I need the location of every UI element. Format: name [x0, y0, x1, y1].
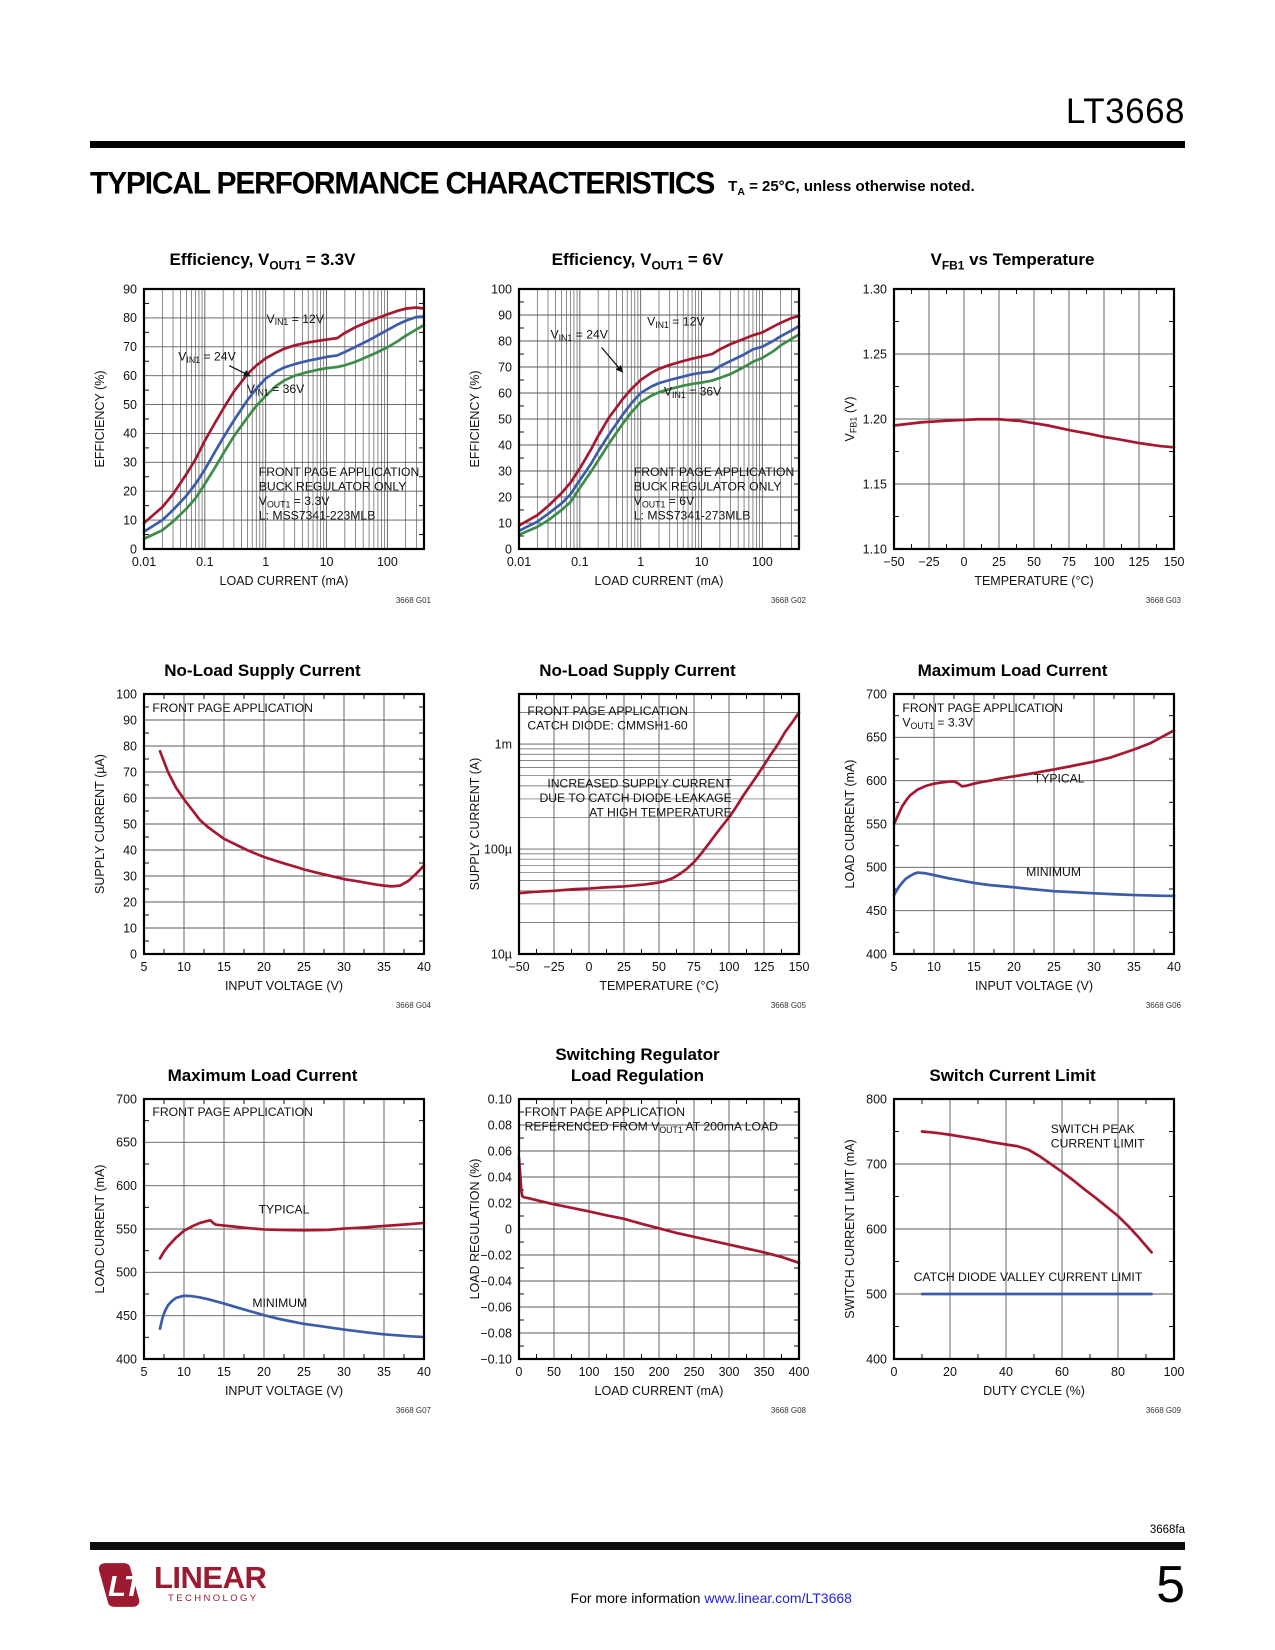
svg-text:25: 25 [992, 555, 1006, 569]
svg-text:10: 10 [498, 516, 512, 531]
svg-text:10: 10 [694, 555, 709, 569]
chart-cell-3 [840, 230, 1185, 609]
svg-text:0.01: 0.01 [131, 555, 157, 569]
svg-text:25: 25 [1047, 960, 1061, 974]
svg-text:20: 20 [257, 960, 271, 974]
chart-cell-7 [90, 1040, 435, 1419]
svg-text:1.15: 1.15 [862, 477, 887, 492]
chart-plot-6 [840, 684, 1185, 1014]
chart-annotation: CURRENT LIMIT [1050, 1136, 1145, 1151]
svg-text:100: 100 [751, 555, 773, 569]
svg-text:0.08: 0.08 [487, 1118, 512, 1133]
svg-text:60: 60 [498, 386, 512, 401]
svg-text:600: 600 [866, 1222, 887, 1237]
svg-text:20: 20 [1007, 960, 1021, 974]
chart-title: Maximum Load Current [167, 1066, 358, 1085]
chart-annotation: FRONT PAGE APPLICATION [633, 465, 795, 480]
svg-text:30: 30 [337, 1365, 351, 1379]
svg-text:VFB1 (V): $V_{FB1}$ (V) [843, 396, 859, 442]
svg-text:300: 300 [718, 1365, 740, 1379]
svg-text:25: 25 [297, 960, 311, 974]
svg-text:10µ: 10µ [490, 947, 512, 962]
svg-text:450: 450 [116, 1308, 137, 1323]
chart-plot-3 [840, 279, 1185, 609]
svg-text:35: 35 [1127, 960, 1141, 974]
svg-text:35: 35 [377, 1365, 391, 1379]
svg-text:1: 1 [262, 555, 270, 569]
chart-plot-8 [465, 1089, 810, 1419]
svg-text:EFFICIENCY (%): EFFICIENCY (%) [468, 370, 482, 468]
svg-text:0: 0 [130, 947, 137, 962]
svg-text:SUPPLY CURRENT (A): SUPPLY CURRENT (A) [468, 757, 482, 891]
logo-wordmark: LINEAR [154, 1560, 267, 1595]
series-label: VIN1 = 12V [647, 314, 705, 330]
svg-text:100: 100 [376, 555, 398, 569]
series-label: VIN1 = 12V [266, 311, 324, 328]
chart-annotation: VOUT1 = 3.3V [258, 494, 330, 510]
svg-text:100: 100 [718, 960, 740, 974]
section-header [90, 168, 1185, 202]
svg-text:30: 30 [498, 464, 512, 479]
svg-text:10: 10 [927, 960, 941, 974]
svg-text:20: 20 [123, 895, 137, 910]
svg-text:0: 0 [130, 542, 137, 557]
section-title: TYPICAL PERFORMANCE CHARACTERISTICS [90, 166, 715, 201]
svg-text:100: 100 [578, 1365, 600, 1379]
svg-text:100: 100 [491, 282, 512, 297]
svg-text:70: 70 [498, 360, 512, 375]
chart-title: No-Load Supply Current [164, 661, 361, 680]
svg-text:0: 0 [890, 1365, 898, 1379]
svg-text:0.1: 0.1 [196, 555, 214, 569]
svg-text:35: 35 [377, 960, 391, 974]
svg-text:0.04: 0.04 [487, 1170, 512, 1185]
svg-text:450: 450 [866, 903, 887, 918]
chart-cell-6 [840, 635, 1185, 1014]
chart-cell-5 [465, 635, 810, 1014]
svg-text:INPUT VOLTAGE (V): INPUT VOLTAGE (V) [224, 1384, 344, 1398]
chart-annotation: VOUT1 = 3.3V [902, 715, 973, 732]
chart-cell-2 [465, 230, 810, 609]
footer-info-link[interactable]: www.linear.com/LT3668 [704, 1590, 852, 1606]
svg-text:LOAD CURRENT (mA): LOAD CURRENT (mA) [93, 1164, 107, 1294]
svg-text:50: 50 [652, 960, 666, 974]
svg-text:1.10: 1.10 [862, 542, 887, 557]
svg-text:−50: −50 [508, 960, 530, 974]
chart-cell-1 [90, 230, 435, 609]
svg-text:500: 500 [116, 1265, 137, 1280]
svg-text:−0.02: −0.02 [480, 1248, 512, 1263]
svg-text:40: 40 [417, 960, 431, 974]
svg-text:−0.04: −0.04 [480, 1274, 512, 1289]
svg-text:1: 1 [637, 555, 645, 569]
svg-text:650: 650 [866, 730, 887, 745]
svg-text:0.01: 0.01 [506, 555, 532, 569]
svg-text:1.20: 1.20 [862, 412, 887, 427]
chart-title: Efficiency, $V_{OUT1} = 3.3V$ [169, 249, 356, 272]
chart-annotation: L: MSS7341-273MLB [633, 508, 751, 523]
series-label: MINIMUM [252, 1296, 308, 1310]
svg-text:650: 650 [116, 1135, 137, 1150]
chart-annotation: CATCH DIODE: CMMSH1-60 [527, 718, 688, 733]
svg-text:0.06: 0.06 [487, 1144, 512, 1159]
svg-text:1.30: 1.30 [862, 282, 887, 297]
svg-text:20: 20 [257, 1365, 271, 1379]
svg-text:150: 150 [1163, 555, 1185, 569]
svg-text:60: 60 [123, 791, 137, 806]
svg-text:700: 700 [866, 1157, 887, 1172]
svg-text:60: 60 [123, 368, 137, 383]
svg-text:80: 80 [1111, 1365, 1125, 1379]
series-label: VIN1 = 24V [178, 349, 236, 365]
svg-text:0.02: 0.02 [487, 1196, 512, 1211]
chart-annotation: BUCK REGULATOR ONLY [258, 479, 407, 494]
chart-annotation: L: MSS7341-223MLB [258, 508, 376, 523]
svg-text:−25: −25 [543, 960, 565, 974]
chart-annotation: INCREASED SUPPLY CURRENT [547, 776, 732, 791]
chart-plot-1 [90, 279, 435, 609]
svg-text:−0.08: −0.08 [480, 1326, 512, 1341]
svg-text:10: 10 [177, 1365, 191, 1379]
chart-title: Maximum Load Current [917, 661, 1108, 680]
svg-text:70: 70 [123, 765, 137, 780]
svg-text:0: 0 [505, 542, 512, 557]
svg-text:0: 0 [960, 555, 968, 569]
chart-plot-7 [90, 1089, 435, 1419]
plot-code: 3668 G05 [770, 1001, 806, 1010]
chart-annotation: FRONT PAGE APPLICATION [258, 465, 420, 480]
series-label: MINIMUM [1026, 865, 1082, 879]
chart-plot-9 [840, 1089, 1185, 1419]
chart-cell-8 [465, 1040, 810, 1419]
svg-text:75: 75 [687, 960, 701, 974]
svg-text:0.1: 0.1 [571, 555, 589, 569]
plot-code: 3668 G07 [395, 1406, 431, 1415]
svg-text:25: 25 [297, 1365, 311, 1379]
footer-rule [90, 1542, 1185, 1550]
svg-text:0: 0 [585, 960, 593, 974]
svg-text:400: 400 [866, 947, 887, 962]
svg-text:25: 25 [617, 960, 631, 974]
svg-text:TEMPERATURE (°C): TEMPERATURE (°C) [974, 574, 1094, 588]
svg-text:90: 90 [498, 308, 512, 323]
series-label: VIN1 = 36V [246, 382, 305, 398]
svg-text:80: 80 [123, 311, 137, 326]
header-rule [90, 141, 1185, 148]
chart-plot-5 [465, 684, 810, 1014]
svg-text:50: 50 [123, 817, 137, 832]
svg-text:40: 40 [999, 1365, 1013, 1379]
doc-code: 3668fa [1149, 1524, 1185, 1536]
svg-text:100: 100 [116, 687, 137, 702]
chart-annotation: FRONT PAGE APPLICATION [152, 1104, 313, 1119]
svg-text:20: 20 [943, 1365, 957, 1379]
plot-code: 3668 G08 [770, 1406, 806, 1415]
chart-cell-4 [90, 635, 435, 1014]
svg-text:40: 40 [1167, 960, 1181, 974]
svg-text:90: 90 [123, 282, 137, 297]
chart-plot-2 [465, 279, 810, 609]
svg-text:350: 350 [753, 1365, 775, 1379]
svg-text:30: 30 [123, 869, 137, 884]
svg-text:15: 15 [967, 960, 981, 974]
svg-text:1.25: 1.25 [862, 347, 887, 362]
svg-text:400: 400 [788, 1365, 810, 1379]
svg-text:150: 150 [788, 960, 810, 974]
svg-text:70: 70 [123, 340, 137, 355]
svg-text:10: 10 [123, 513, 137, 528]
svg-text:80: 80 [498, 334, 512, 349]
svg-text:100: 100 [1093, 555, 1115, 569]
svg-text:TEMPERATURE (°C): TEMPERATURE (°C) [599, 979, 719, 993]
page-footer [90, 1524, 1185, 1612]
plot-code: 3668 G02 [770, 596, 806, 605]
svg-text:5: 5 [140, 1365, 148, 1379]
svg-text:500: 500 [866, 860, 887, 875]
series-label: TYPICAL [1033, 771, 1085, 786]
page-number: 5 [1156, 1556, 1185, 1614]
charts-grid [90, 230, 1185, 1445]
chart-annotation: FRONT PAGE APPLICATION [152, 701, 313, 716]
chart-annotation: DUE TO CATCH DIODE LEAKAGE [539, 791, 732, 806]
svg-text:DUTY CYCLE (%): DUTY CYCLE (%) [983, 1384, 1085, 1398]
svg-text:40: 40 [498, 438, 512, 453]
lt-logo-mark-icon [90, 1558, 150, 1612]
svg-text:−0.06: −0.06 [480, 1300, 512, 1315]
part-number: LT3668 [1065, 92, 1185, 131]
footer-info [266, 1590, 1156, 1606]
svg-text:700: 700 [866, 687, 887, 702]
svg-text:75: 75 [1062, 555, 1076, 569]
svg-text:LOAD CURRENT (mA): LOAD CURRENT (mA) [594, 1384, 724, 1398]
chart-annotation: FRONT PAGE APPLICATION [902, 701, 1063, 716]
svg-text:800: 800 [866, 1092, 887, 1107]
svg-text:250: 250 [683, 1365, 705, 1379]
chart-annotation: FRONT PAGE APPLICATION [524, 1104, 686, 1119]
svg-text:700: 700 [116, 1092, 137, 1107]
svg-text:INPUT VOLTAGE (V): INPUT VOLTAGE (V) [224, 979, 344, 993]
svg-text:50: 50 [498, 412, 512, 427]
svg-text:SUPPLY CURRENT (µA): SUPPLY CURRENT (µA) [93, 754, 107, 894]
svg-text:550: 550 [116, 1222, 137, 1237]
chart-cell-9 [840, 1040, 1185, 1419]
svg-text:INPUT VOLTAGE (V): INPUT VOLTAGE (V) [974, 979, 1094, 993]
svg-text:40: 40 [417, 1365, 431, 1379]
chart-plot-4 [90, 684, 435, 1014]
footer-info-text: For more information [570, 1590, 705, 1606]
chart-annotation: FRONT PAGE APPLICATION [527, 703, 688, 718]
datasheet-page [90, 0, 1185, 1445]
svg-text:5: 5 [140, 960, 148, 974]
svg-text:10: 10 [177, 960, 191, 974]
svg-text:125: 125 [1128, 555, 1150, 569]
svg-text:EFFICIENCY (%): EFFICIENCY (%) [93, 370, 107, 468]
chart-annotation: SWITCH PEAK [1050, 1121, 1135, 1136]
chart-annotation: CATCH DIODE VALLEY CURRENT LIMIT [913, 1270, 1143, 1284]
plot-code: 3668 G03 [1145, 596, 1181, 605]
series-label: VIN1 = 24V [550, 327, 608, 343]
svg-text:40: 40 [123, 426, 137, 441]
svg-text:LOAD REGULATION (%): LOAD REGULATION (%) [468, 1158, 482, 1300]
svg-text:40: 40 [123, 843, 137, 858]
svg-text:100µ: 100µ [483, 842, 512, 857]
svg-text:1m: 1m [494, 737, 512, 752]
chart-title: No-Load Supply Current [539, 661, 736, 680]
linear-technology-logo [90, 1558, 266, 1612]
chart-title: Switch Current Limit [929, 1066, 1096, 1085]
svg-text:500: 500 [866, 1287, 887, 1302]
svg-text:10: 10 [319, 555, 334, 569]
svg-text:LOAD CURRENT (mA): LOAD CURRENT (mA) [843, 759, 857, 889]
svg-text:80: 80 [123, 739, 137, 754]
series-label: TYPICAL [258, 1202, 310, 1217]
svg-text:90: 90 [123, 713, 137, 728]
svg-text:15: 15 [217, 960, 231, 974]
svg-text:5: 5 [890, 960, 898, 974]
svg-text:400: 400 [116, 1352, 137, 1367]
plot-code: 3668 G06 [1145, 1001, 1181, 1010]
svg-text:−50: −50 [883, 555, 905, 569]
svg-text:600: 600 [116, 1178, 137, 1193]
chart-title: Switching Regulator Load Regulation [555, 1045, 720, 1085]
chart-title: Efficiency, $V_{OUT1} = 6V$ [551, 249, 724, 272]
chart-annotation: BUCK REGULATOR ONLY [633, 479, 782, 494]
svg-text:LOAD CURRENT (mA): LOAD CURRENT (mA) [219, 574, 349, 588]
svg-text:20: 20 [498, 490, 512, 505]
svg-text:LOAD CURRENT (mA): LOAD CURRENT (mA) [594, 574, 724, 588]
svg-text:−0.10: −0.10 [480, 1352, 512, 1367]
plot-code: 3668 G04 [395, 1001, 431, 1010]
svg-text:125: 125 [753, 960, 775, 974]
svg-text:0: 0 [515, 1365, 523, 1379]
test-condition: $T_A = 25^\circ C$, unless otherwise noted. [728, 178, 975, 198]
svg-text:200: 200 [648, 1365, 670, 1379]
svg-text:50: 50 [123, 397, 137, 412]
svg-text:LT: LT [108, 1570, 142, 1603]
svg-text:10: 10 [123, 921, 137, 936]
chart-annotation: VOUT1 = 6V [633, 494, 695, 510]
svg-text:15: 15 [217, 1365, 231, 1379]
svg-text:0.10: 0.10 [487, 1092, 512, 1107]
svg-text:50: 50 [1027, 555, 1041, 569]
svg-text:100: 100 [1163, 1365, 1185, 1379]
svg-text:30: 30 [123, 455, 137, 470]
plot-code: 3668 G01 [395, 596, 431, 605]
chart-annotation: REFERENCED FROM VOUT1 AT 200mA LOAD [524, 1119, 778, 1135]
logo-wordmark-sub: TECHNOLOGY [168, 1593, 259, 1604]
svg-text:20: 20 [123, 484, 137, 499]
svg-text:400: 400 [866, 1352, 887, 1367]
svg-text:−25: −25 [918, 555, 940, 569]
svg-text:30: 30 [337, 960, 351, 974]
svg-text:600: 600 [866, 773, 887, 788]
svg-text:0: 0 [505, 1222, 512, 1237]
svg-text:50: 50 [547, 1365, 561, 1379]
svg-text:60: 60 [1055, 1365, 1069, 1379]
chart-title: $V_{FB1}$ vs Temperature [930, 249, 1095, 272]
chart-annotation: AT HIGH TEMPERATURE [589, 805, 732, 820]
svg-text:150: 150 [613, 1365, 635, 1379]
svg-text:550: 550 [866, 817, 887, 832]
svg-text:30: 30 [1087, 960, 1101, 974]
series-label: VIN1 = 36V [663, 384, 722, 400]
plot-code: 3668 G09 [1145, 1406, 1181, 1415]
svg-text:SWITCH CURRENT LIMIT (mA): SWITCH CURRENT LIMIT (mA) [843, 1139, 857, 1319]
